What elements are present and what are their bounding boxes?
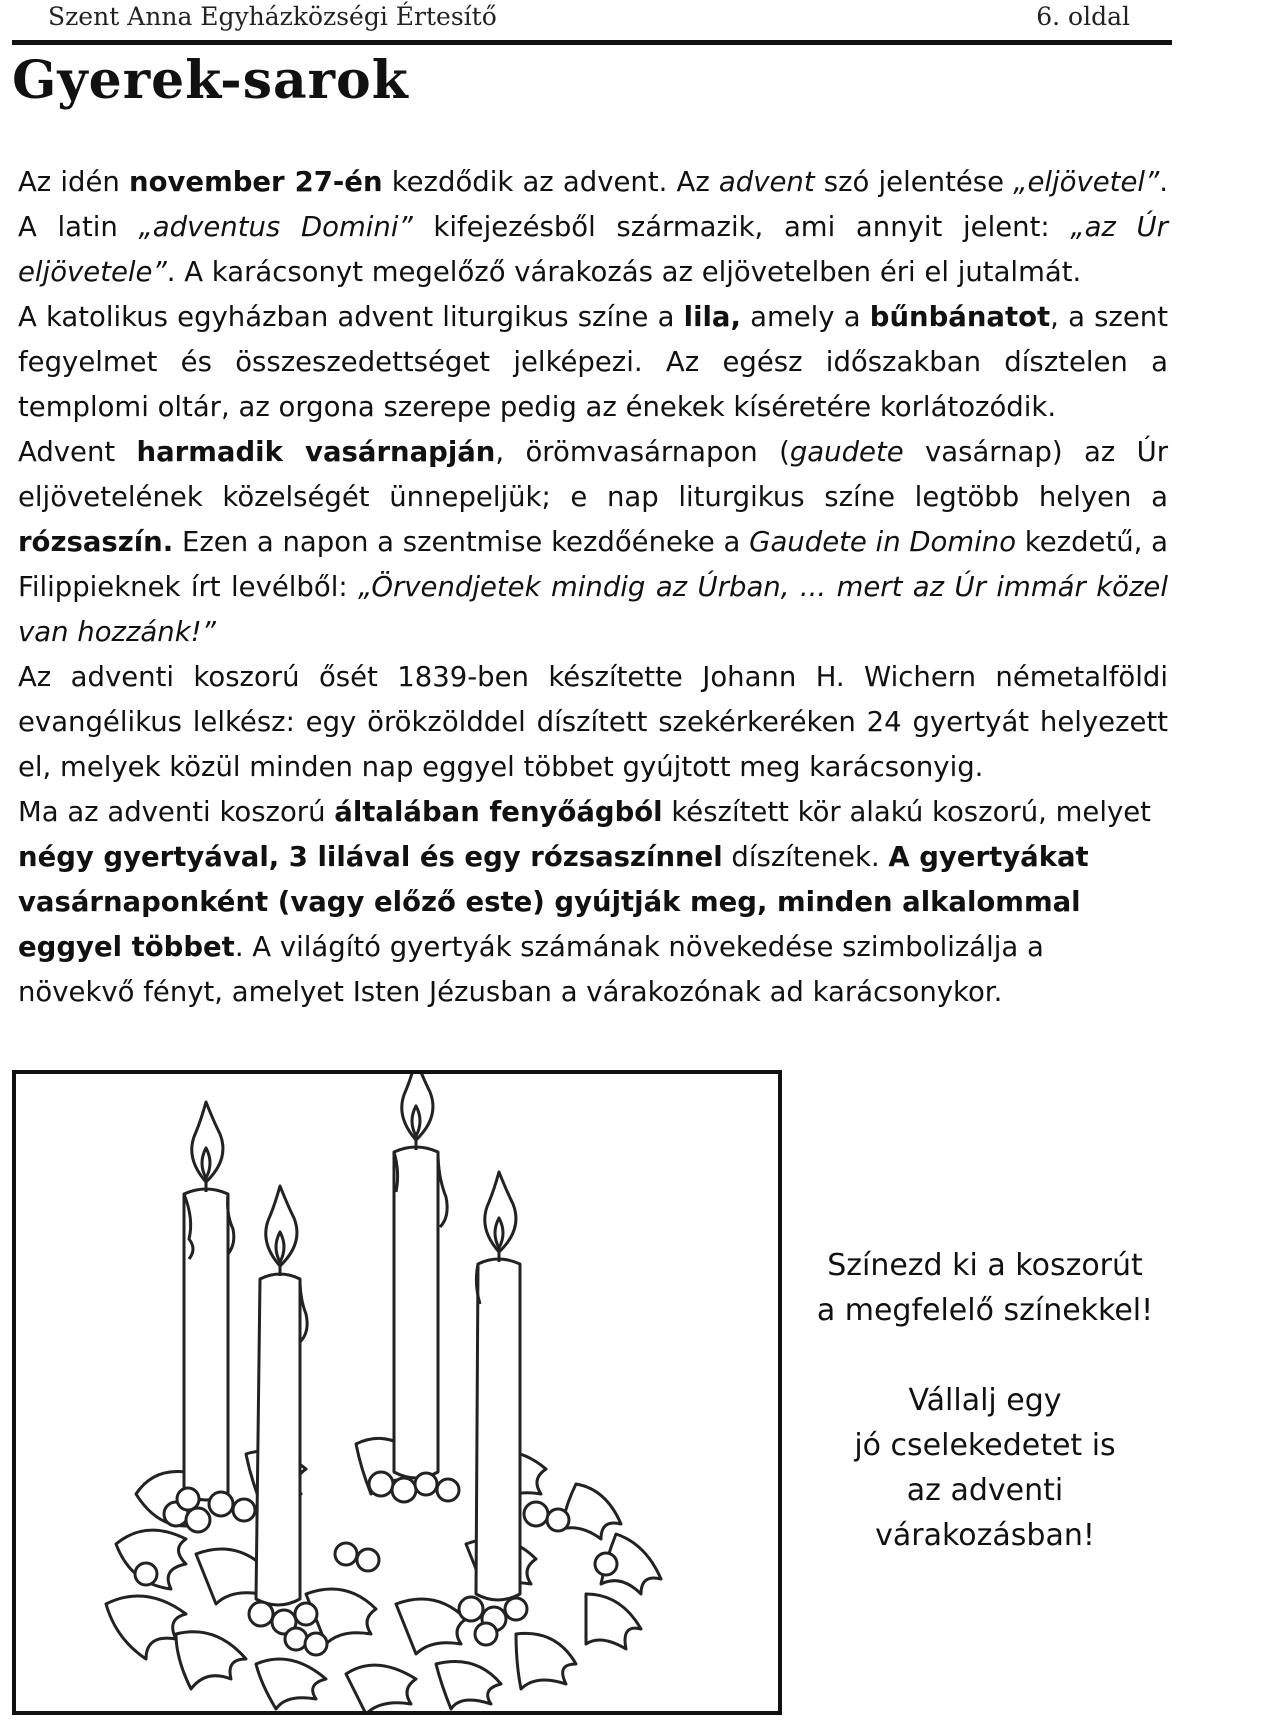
paragraph-wreath-history	[18, 655, 1168, 790]
text-run: , örömvasárnapon (	[495, 436, 790, 468]
caption-line: az adventi	[906, 1473, 1064, 1508]
italic-run: „eljövetel”	[1013, 166, 1160, 198]
bold-run: harmadik vasárnapján	[136, 436, 496, 468]
italic-run: advent	[718, 166, 815, 198]
candle-front-left	[256, 1186, 307, 1605]
text-run: amely a	[740, 301, 870, 333]
italic-run: Gaudete in Domino	[749, 526, 1017, 558]
coloring-picture-frame	[12, 1070, 782, 1715]
text-run: szó jelentése	[814, 166, 1014, 198]
text-run: Az adventi koszorú ősét 1839-ben készítette Johann H. Wichern németalföldi evangélikus lelkész: egy örökzölddel díszített szekérkeréken 24 gyertyát helyezett el, melyek közül minden nap eggyel többet gyújtott meg karácsonyig.	[18, 661, 1168, 783]
caption-spacer	[790, 1333, 1180, 1378]
bold-run: lila,	[683, 301, 741, 333]
caption-line: Vállalj egy	[908, 1383, 1062, 1418]
publication-name: Szent Anna Egyházközségi Értesítő	[48, 2, 497, 31]
text-run: vasárnap) az Úr eljövetelének közelségét ünnepeljük; e nap liturgikus színe legtöbb helyen a	[18, 436, 1169, 513]
text-run: kezdetű, a Filippieknek írt levélből:	[18, 526, 1169, 603]
bold-run: rózsaszín.	[18, 526, 174, 558]
candle-back-left	[184, 1102, 234, 1500]
italic-run: „az Úr eljövetele”	[18, 211, 1168, 288]
caption-line: jó cselekedetet is	[854, 1428, 1116, 1463]
page-number: 6. oldal	[1036, 2, 1130, 31]
paragraph-liturgical-color	[18, 295, 1168, 430]
italic-run: gaudete	[789, 436, 904, 468]
text-run: díszítenek.	[722, 841, 889, 873]
text-run: . A karácsonyt megelőző várakozás az eljövetelben éri el jutalmát.	[166, 256, 1082, 288]
page-header	[12, 0, 1172, 45]
paragraph-gaudete	[18, 430, 1168, 655]
text-run: kezdődik az advent. Az	[382, 166, 719, 198]
text-run: készített kör alakú koszorú, melyet	[662, 796, 1151, 828]
coloring-instructions	[790, 1243, 1180, 1558]
bold-run: A gyertyákat vasárnaponként (vagy előző este) gyújtják meg, minden alkalommal eggyel többet	[18, 841, 1089, 963]
bold-run: november 27-én	[129, 166, 383, 198]
bold-run: négy gyertyával, 3 lilával és egy rózsaszínnel	[18, 841, 723, 873]
text-run: kifejezésből származik, ami annyit jelent:	[412, 211, 1071, 243]
text-run: Az idén	[18, 166, 130, 198]
caption-line: a megfelelő színekkel!	[816, 1293, 1154, 1328]
text-run: Ma az adventi koszorú	[18, 796, 335, 828]
text-run: Advent	[18, 436, 137, 468]
italic-run: „adventus Domini”	[138, 211, 413, 243]
candle-front-right	[476, 1172, 520, 1600]
caption-line: Színezd ki a koszorút	[827, 1248, 1143, 1283]
bold-run: bűnbánatot	[869, 301, 1051, 333]
advent-wreath-illustration	[16, 1074, 778, 1711]
article-body	[18, 160, 1168, 1015]
bold-run: általában fenyőágból	[334, 796, 663, 828]
italic-run: „Örvendjetek mindig az Úrban, ... mert az Úr immár közel van hozzánk!”	[18, 571, 1168, 648]
paragraph-wreath-today	[18, 790, 1168, 1015]
text-run: , a szent fegyelmet és összeszedettséget jelképezi. Az egész időszakban dísztelen a templomi oltár, az orgona szerepe pedig az énekek kíséretére korlátozódik.	[18, 301, 1168, 423]
text-run: . A latin	[18, 166, 1169, 243]
text-run: Ezen a napon a szentmise kezdőéneke a	[173, 526, 750, 558]
paragraph-advent-meaning	[18, 160, 1168, 295]
candle-back-right	[394, 1074, 447, 1478]
text-run: . A világító gyertyák számának növekedése szimbolizálja a növekvő fényt, amelyet Isten Jézusban a várakozónak ad karácsonykor.	[18, 931, 1044, 1008]
text-run: A katolikus egyházban advent liturgikus színe a	[18, 301, 684, 333]
section-title: Gyerek-sarok	[12, 50, 409, 111]
caption-line: várakozásban!	[875, 1518, 1095, 1553]
